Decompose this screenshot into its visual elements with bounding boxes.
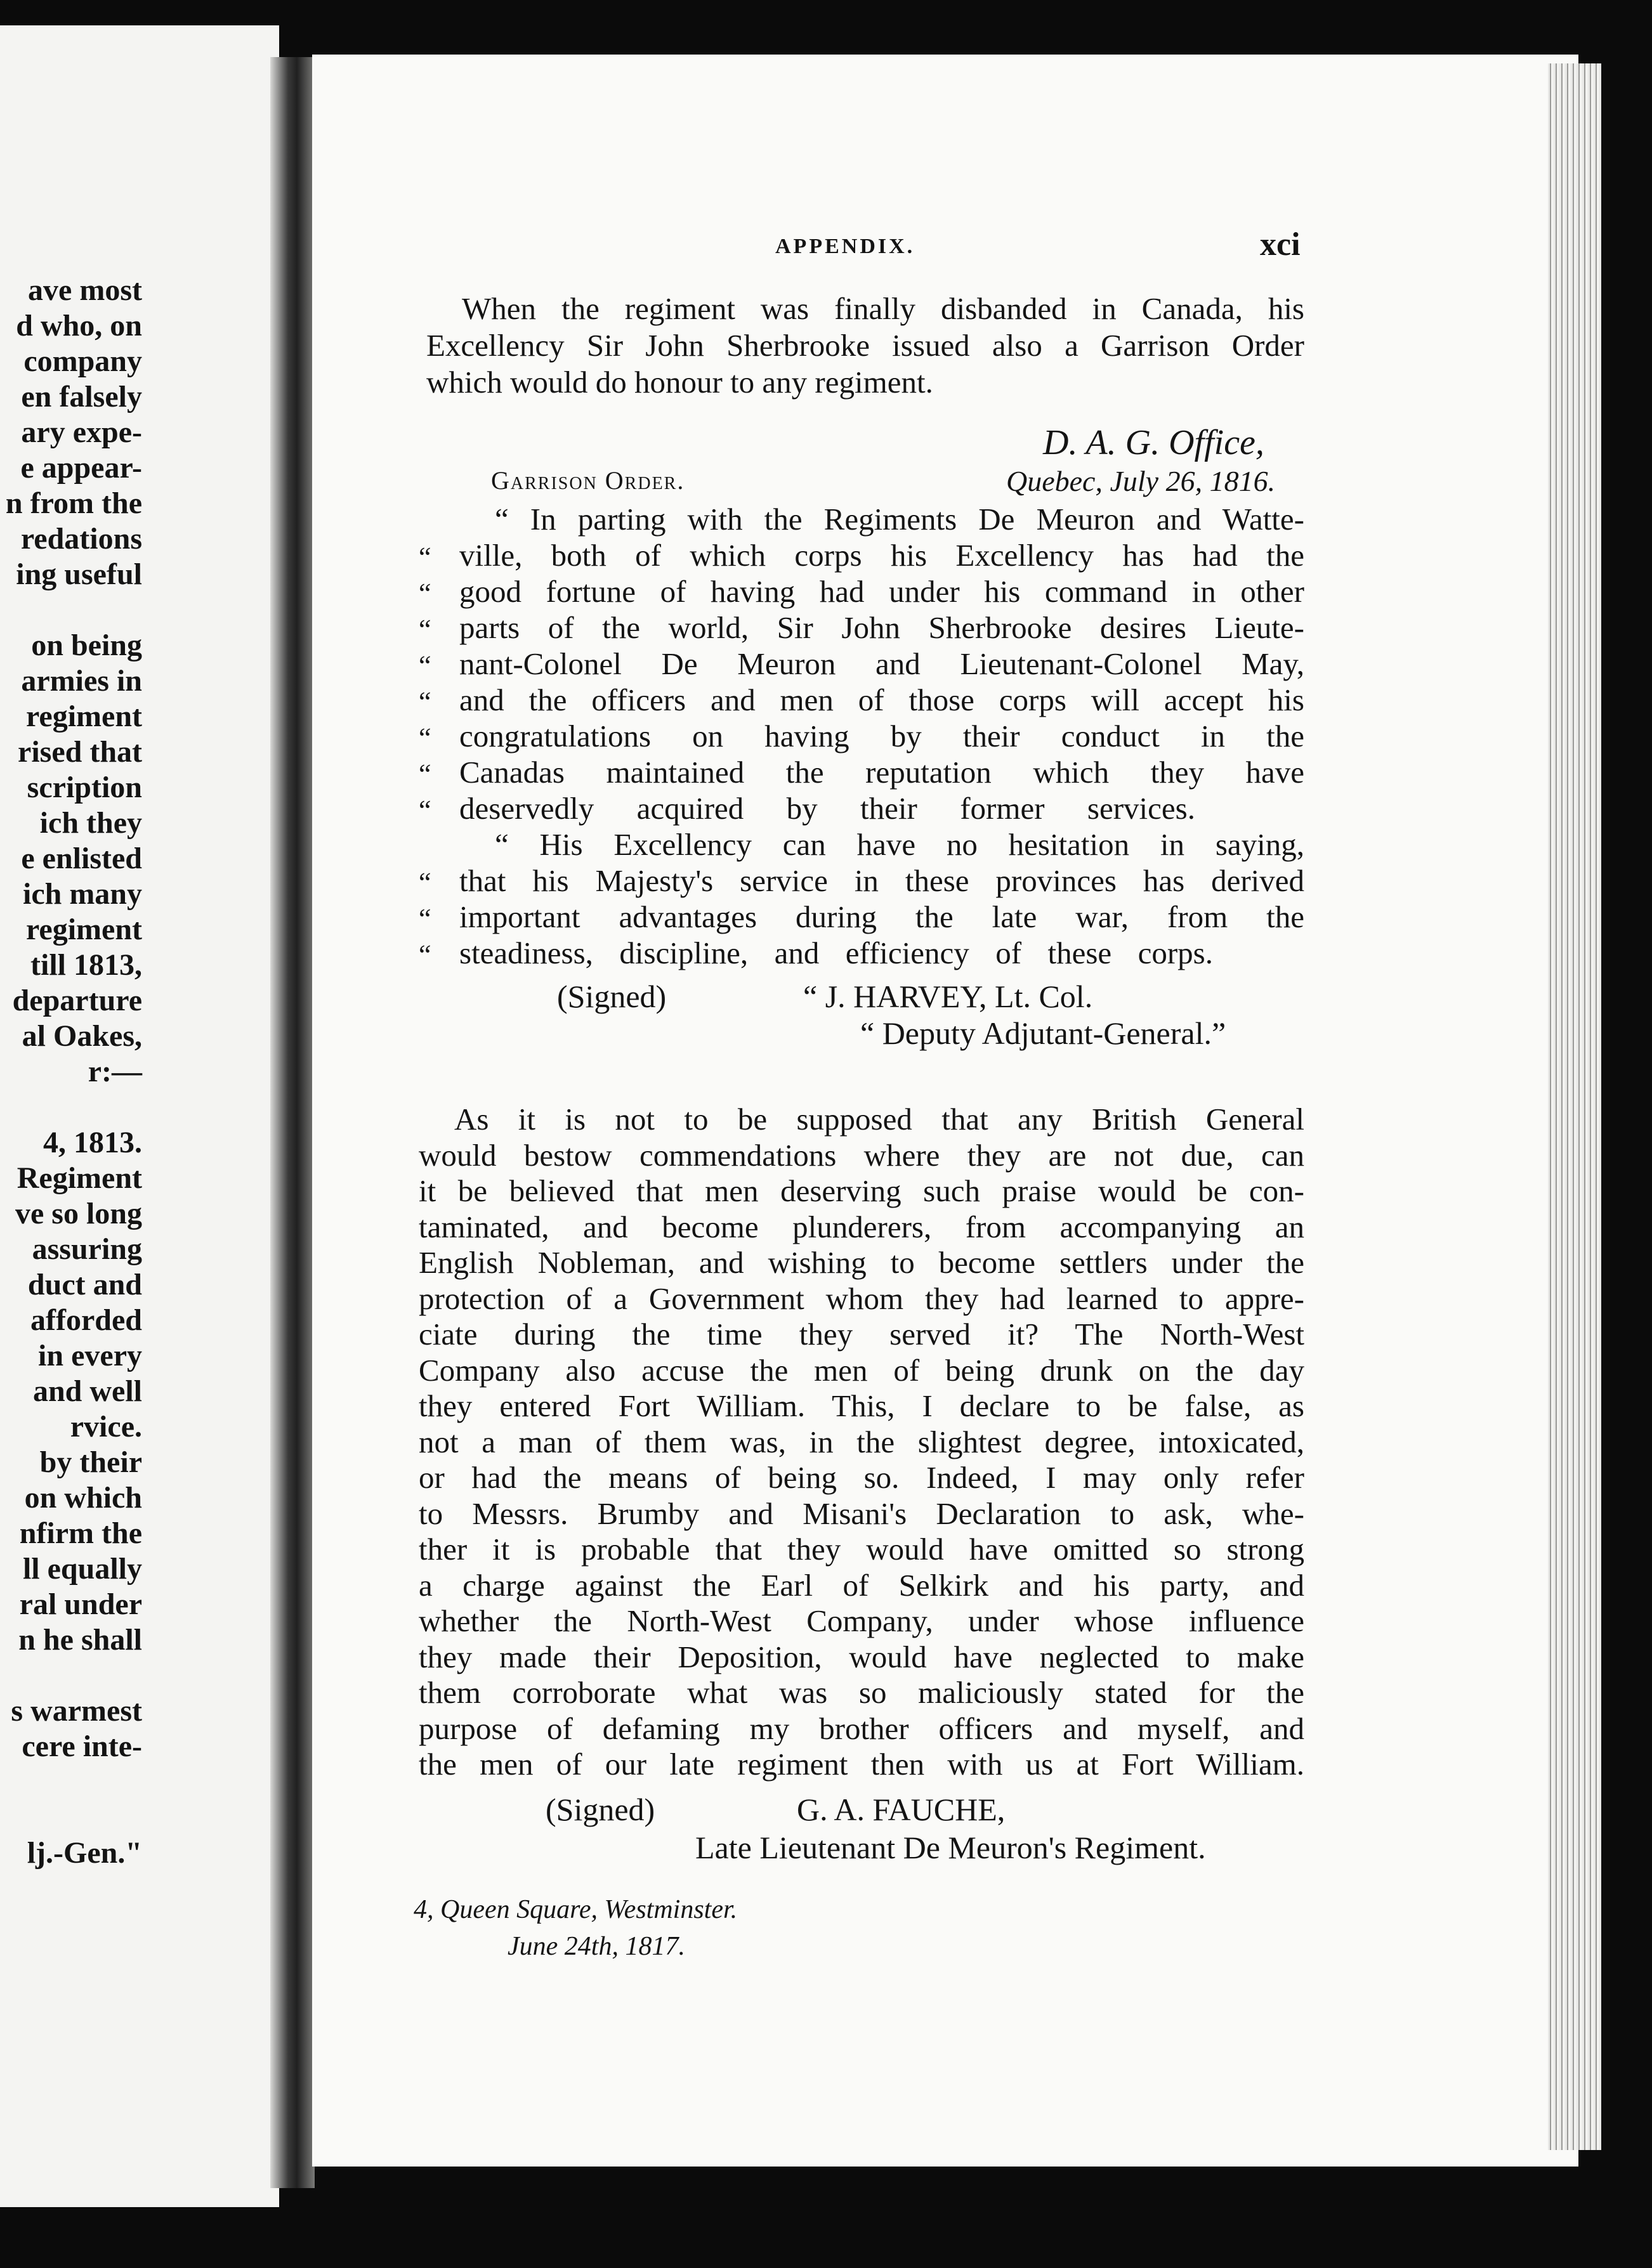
left-page-line: in every — [38, 1339, 142, 1372]
quote-mark: “ — [419, 578, 431, 609]
left-page-line: cere inte- — [22, 1730, 142, 1763]
page-number: xci — [1260, 226, 1301, 263]
body-line: ther it is probable that they would have omitted so strong — [419, 1532, 1304, 1567]
order-line: parts of the world, Sir John Sherbrooke desires Lieute- — [459, 610, 1304, 645]
quote-mark: “ — [419, 650, 431, 681]
body-line: them corroborate what was so maliciously stated for the — [419, 1675, 1304, 1710]
left-page-line: ll equally — [22, 1552, 142, 1586]
left-page-line: ve so long — [15, 1197, 142, 1230]
left-page-line: till 1813, — [30, 948, 142, 982]
order-line: deservedly acquired by their former services. — [459, 791, 1195, 826]
fauche-signature: G. A. FAUCHE, — [797, 1792, 1006, 1827]
book-gutter — [270, 57, 315, 2188]
body-line: taminated, and become plunderers, from accompanying an — [419, 1209, 1304, 1244]
body-line: to Messrs. Brumby and Misani's Declaration to ask, whe- — [419, 1496, 1304, 1531]
intro-line: When the regiment was finally disbanded in Canada, his — [462, 291, 1304, 326]
left-page-line: scription — [27, 771, 142, 804]
quote-mark: “ — [419, 686, 431, 717]
left-page-line: on being — [31, 629, 142, 662]
signed-label-2: (Signed) — [546, 1792, 655, 1827]
body-line: or had the means of being so. Indeed, I may only refer — [419, 1460, 1304, 1495]
order-line: ville, both of which corps his Excellency has had the — [459, 538, 1304, 573]
left-page-line: regiment — [25, 700, 142, 733]
left-page-line: e appear- — [20, 451, 142, 485]
left-page-line: armies in — [21, 664, 142, 698]
order-line: “ In parting with the Regiments De Meuron and Watte- — [495, 502, 1304, 537]
office-heading: D. A. G. Office, — [1043, 423, 1264, 462]
left-page-line: lj.-Gen." — [27, 1836, 142, 1870]
fauche-title: Late Lieutenant De Meuron's Regiment. — [695, 1830, 1206, 1865]
left-page-line: ich they — [39, 806, 142, 840]
signed-label: (Signed) — [557, 979, 667, 1014]
left-page-line: e enlisted — [21, 842, 142, 875]
left-page-line: Regiment — [16, 1161, 142, 1195]
quote-mark: “ — [419, 939, 431, 970]
left-page-line: ave most — [28, 273, 142, 307]
left-page-line: nfirm the — [19, 1516, 142, 1550]
body-line: they entered Fort William. This, I declare to be false, as — [419, 1388, 1304, 1423]
left-page-line: departure — [12, 984, 142, 1017]
left-page-line: s warmest — [11, 1694, 142, 1728]
left-page-line: afforded — [30, 1303, 142, 1337]
body-line: protection of a Government whom they had learned to appre- — [419, 1281, 1304, 1316]
running-header: APPENDIX. — [775, 235, 915, 258]
order-line: that his Majesty's service in these provinces has derived — [459, 863, 1304, 898]
left-page-line: d who, on — [16, 309, 142, 342]
left-page-line: assuring — [32, 1232, 142, 1266]
left-page-line: and well — [32, 1374, 142, 1408]
harvey-title: “ Deputy Adjutant-General.” — [860, 1015, 1226, 1051]
left-page-line: redations — [20, 522, 142, 556]
left-page-line: ich many — [22, 877, 142, 911]
left-page-line: al Oakes, — [22, 1019, 142, 1053]
harvey-signature: “ J. HARVEY, Lt. Col. — [803, 979, 1093, 1014]
order-place-date: Quebec, July 26, 1816. — [1006, 465, 1276, 497]
body-line: a charge against the Earl of Selkirk and his party, and — [419, 1567, 1304, 1603]
body-line: whether the North-West Company, under whose influence — [419, 1603, 1304, 1638]
quote-mark: “ — [419, 903, 431, 934]
address-date: June 24th, 1817. — [508, 1932, 685, 1961]
order-line: Canadas maintained the reputation which they have — [459, 755, 1304, 790]
quote-mark: “ — [419, 759, 431, 790]
page-edges — [1548, 63, 1601, 2150]
order-line: good fortune of having had under his command in other — [459, 574, 1304, 609]
order-line: and the officers and men of those corps will accept his — [459, 682, 1304, 717]
order-line: “ His Excellency can have no hesitation in saying, — [495, 827, 1304, 862]
left-page-line: regiment — [25, 913, 142, 946]
body-line: ciate during the time they served it? The North-West — [419, 1317, 1304, 1352]
left-page-line: rised that — [18, 735, 142, 769]
order-line: nant-Colonel De Meuron and Lieutenant-Colonel May, — [459, 646, 1304, 681]
left-page-line: on which — [24, 1481, 142, 1515]
order-label: Garrison Order. — [491, 466, 685, 495]
left-page-line: r:— — [88, 1055, 142, 1088]
intro-line: which would do honour to any regiment. — [426, 365, 933, 400]
body-line: purpose of defaming my brother officers and myself, and — [419, 1711, 1304, 1746]
left-page-line: n from the — [5, 486, 142, 520]
body-line: would bestow commendations where they are not due, can — [419, 1137, 1304, 1173]
left-page-line: rvice. — [70, 1410, 142, 1444]
order-line: important advantages during the late war, from the — [459, 899, 1304, 934]
left-page-line: n he shall — [18, 1623, 142, 1657]
quote-mark: “ — [419, 795, 431, 826]
quote-mark: “ — [419, 867, 431, 898]
quote-mark: “ — [419, 722, 431, 753]
left-page-line: ing useful — [16, 557, 142, 591]
body-line: As it is not to be supposed that any British General — [454, 1102, 1304, 1137]
order-line: steadiness, discipline, and efficiency of these corps. — [459, 935, 1213, 970]
body-line: not a man of them was, in the slightest degree, intoxicated, — [419, 1424, 1304, 1459]
body-line: the men of our late regiment then with us at Fort William. — [419, 1747, 1304, 1782]
left-page-line: duct and — [27, 1268, 142, 1301]
order-line: congratulations on having by their conduct in the — [459, 719, 1304, 753]
body-line: they made their Deposition, would have neglected to make — [419, 1639, 1304, 1674]
quote-mark: “ — [419, 542, 431, 573]
body-line: English Nobleman, and wishing to become settlers under the — [419, 1245, 1304, 1280]
intro-line: Excellency Sir John Sherbrooke issued also a Garrison Order — [426, 328, 1304, 363]
body-line: it be believed that men deserving such praise would be con- — [419, 1173, 1304, 1208]
left-page-line: ary expe- — [21, 415, 142, 449]
body-line: Company also accuse the men of being drunk on the day — [419, 1352, 1304, 1388]
left-page-line: by their — [39, 1445, 142, 1479]
left-page-line: en falsely — [21, 380, 142, 414]
left-page-line: ral under — [19, 1587, 142, 1621]
left-page-line: company — [23, 344, 142, 378]
quote-mark: “ — [419, 614, 431, 645]
address-street: 4, Queen Square, Westminster. — [414, 1895, 738, 1924]
left-page-line: 4, 1813. — [43, 1126, 142, 1159]
